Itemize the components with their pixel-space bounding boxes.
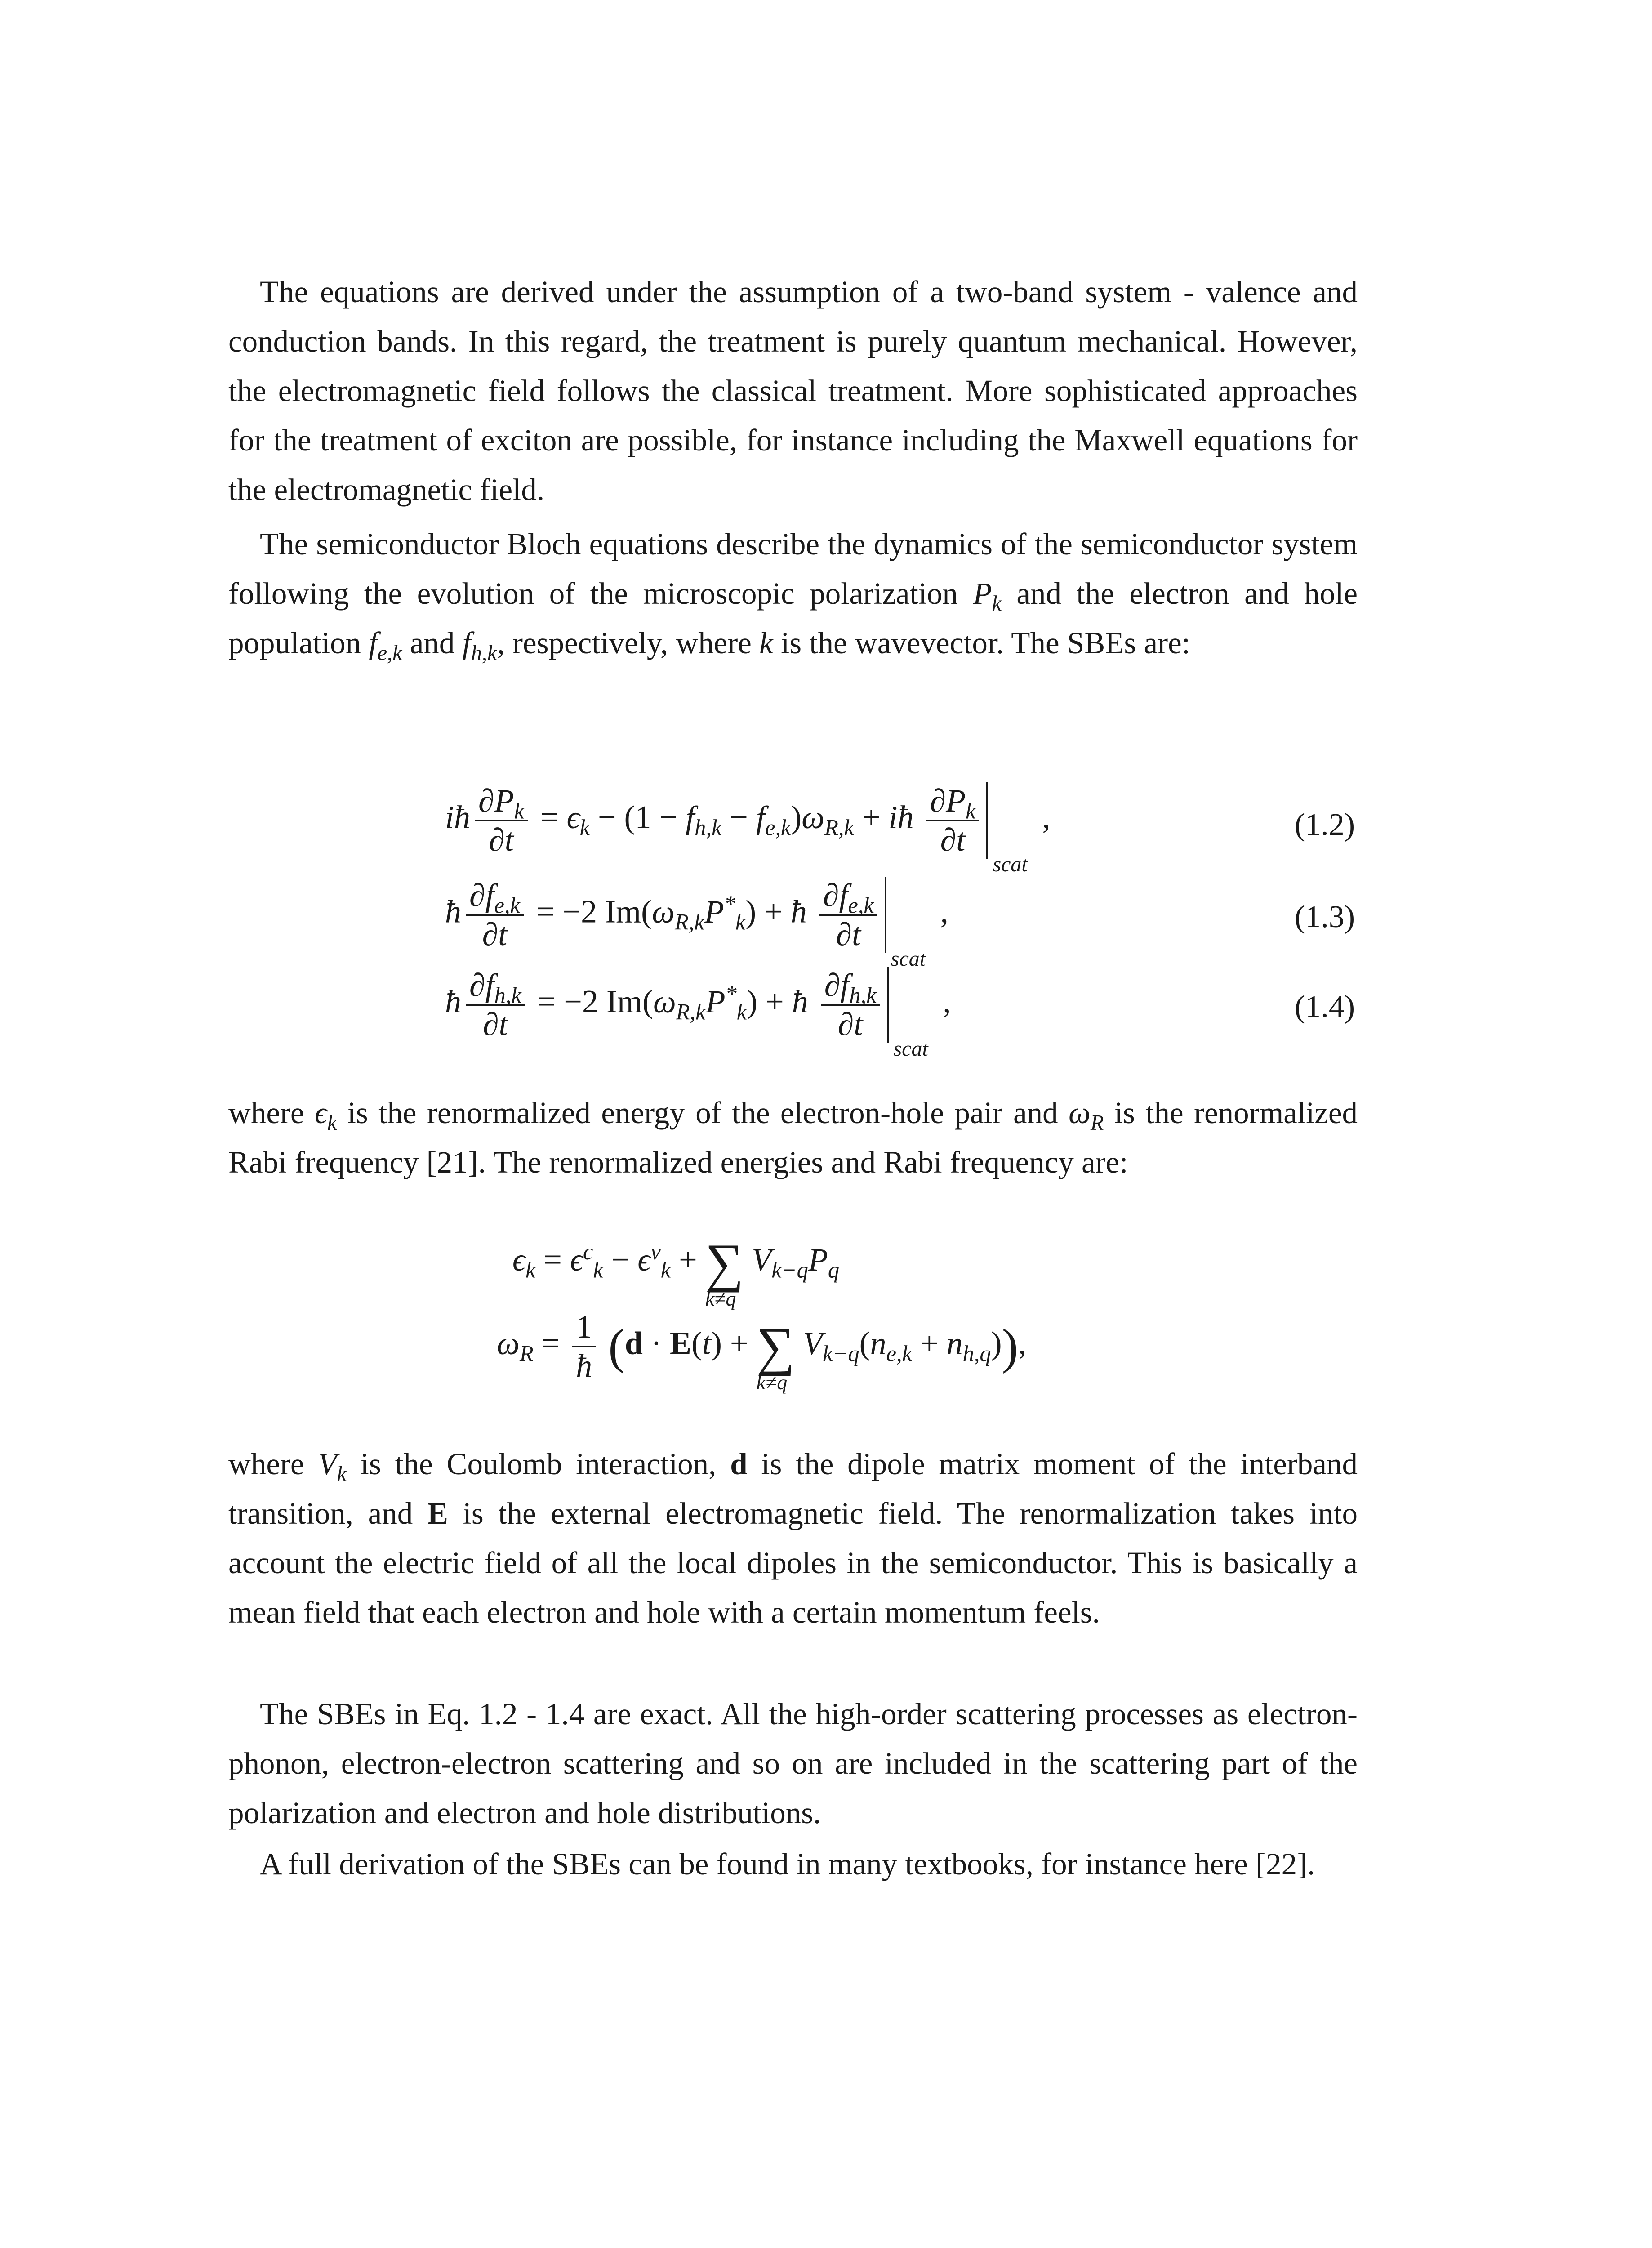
equation-1-3: ħ $\frac{\partial f_{e,k}}{\partial t}$ = −2 $Im(\omega_{R,k}P^*_k)$ + ħ $\frac{\partial f_{e,k}}{\partial t}$ scat , (445, 877, 948, 971)
equation-1-4: ħ $\frac{\partial f_{h,k}}{\partial t}$ = −2 $Im(\omega_{R,k}P^*_k)$ + ħ $\frac{\partial f_{h,k}}{\partial t}$ scat , (445, 967, 951, 1061)
paragraph-1: The equations are derived under the assumption of a two-band system - valence and conduction bands. In this regard, the treatment is purely quantum mechanical. However, the electromagnetic field follows the classical treatment. More sophisticated approaches for the treatment of exciton are possible, for instance including the Maxwell equations for the electromagnetic field. (228, 275, 1358, 507)
equation-number-1-4: (1.4) (1295, 990, 1355, 1024)
paragraph-2: The semiconductor Bloch equations describe the dynamics of the semiconductor system following the evolution of the microscopic polarization $P_k$ and the electron and hole population $f_{e,k}$ and $f_{h,k}$, respectively, where k is the wavevector. The SBEs are: (228, 527, 1358, 665)
equation-1-2: iħ $\frac{\partial P_k}{\partial t}$ = $\epsilon_k - (1 - f_{h,k} - f_{e,k})\omega_{R,k}$ + iħ $\frac{\partial P_k}{\partial t}$ scat , (445, 783, 1051, 876)
paragraph-4: where $V_k$ is the Coulomb interaction, d is the dipole matrix moment of the interband transition, and E is the external electromagnetic field. The renormalization takes into account the electric field of all the local dipoles in the semiconductor. This is basically a mean field that each electron and hole with a certain momentum feels. (228, 1447, 1358, 1629)
equation-number-1-3: (1.3) (1295, 900, 1355, 934)
equation-number-1-2: (1.2) (1295, 807, 1355, 842)
paragraph-3: where $\epsilon_k$ is the renormalized energy of the electron-hole pair and $\omega_R$ is the renormalized Rabi frequency [21]. The renormalized energies and Rabi frequency are: (228, 1096, 1358, 1179)
equation-rabi: $\omega_R$ = $\frac{1}{ħ}$ (d · E(t) + ∑ k≠q $V_{k-q}(n_{e,k} + n_{h,q})$), (497, 1309, 1027, 1394)
paragraph-5: The SBEs in Eq. 1.2 - 1.4 are exact. All the high-order scattering processes as electron-phonon, electron-electron scattering and so on are included in the scattering part of the polarization and electron and hole distributions. (228, 1697, 1358, 1830)
equation-energy: $\epsilon_k = \epsilon^c_k - \epsilon^v_k$ + ∑ k≠q $V_{k-q}P_q$ (512, 1233, 840, 1310)
paragraph-6: A full derivation of the SBEs can be found in many textbooks, for instance here [22]. (260, 1847, 1315, 1881)
